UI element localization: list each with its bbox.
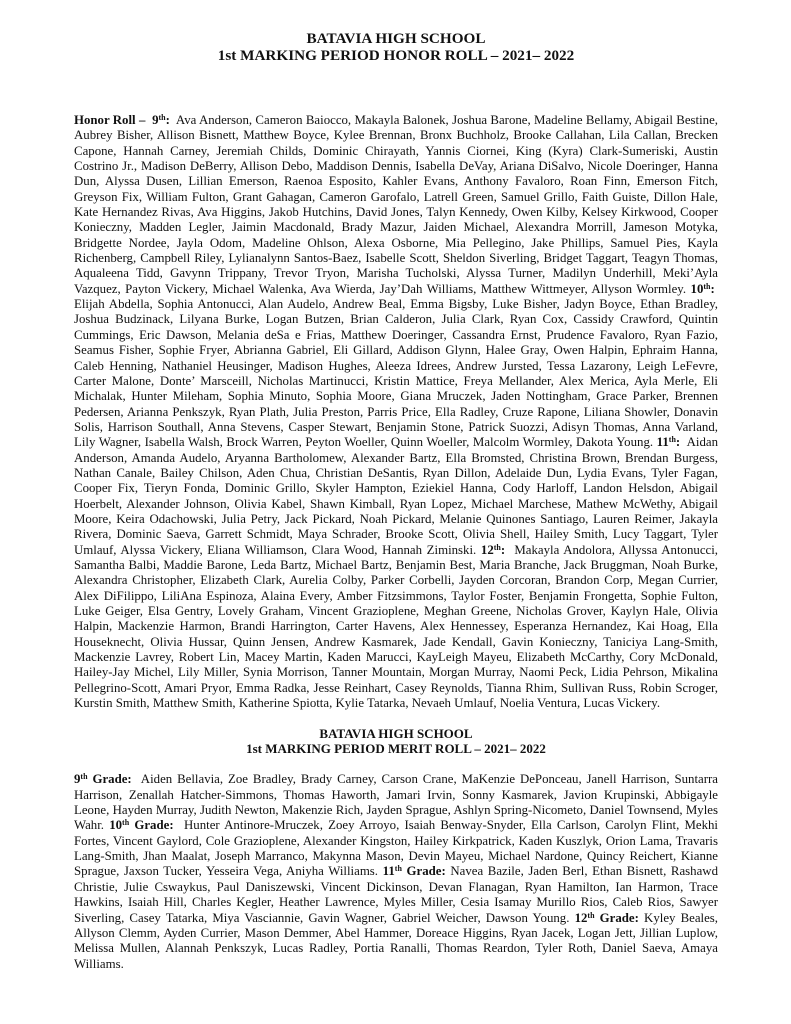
grade-12-names: Makayla Andolora, Allyssa Antonucci, Samantha Balbi, Maddie Barone, Leda Bartz, Michael Bartz, Benjamin Best, Maria Branche, Jack Bruggman, Noah Burke, Alexandra Christopher, Elizabeth Clark, Aurelia Colby, Parker Corbelli, Jayden Corcoran, Brandon Corp, Megan Currier, Alex DiFilippo, LiliAna Espinoza, Alaina Every, Amber Fitzsimmons, Taylor Foster, Benjamin Frongetta, Sophie Fulton, Luke Geiger, Elsa Gentry, Lovely Graham, Vincent Grazioplene, Meghan Greene, Nicholas Grover, Kaylyn Hale, Olivia Halpin, Mackenzie Harmon, Brandi Harrington, Carter Havens, Alex Hennessey, Esperanza Hernandez, Kai Hoag, Ella Houseknecht, Olivia Hussar, Quinn Jensen, Andrew Kasmarek, Jade Kendall, Gavin Konieczny, Taniciya Lang-Smith, Mackenzie Lavrey, Robert Lin, Macey Martin, Kaden Marucci, KayLeigh Mayeu, Elizabeth McCarthy, Cory McDonald, Hailey-Jay Michel, Lily Miller, Synia Morrison, Tanner Mountain, Morgan Murray, Naomi Peck, Lidia Pehrson, Mikalina Pellegrino-Scott, Amari Pryor, Emma Radka, Jesse Reinhart, Casey Reynolds, Tianna Rhim, Sullivan Russ, Robin Scroger, Kurstin Smith, Matthew Smith, Katherine Spiotta, Kylie Tatarka, Nevaeh Umlauf, Noelia Ventura, Lucas Vickery. — [74, 542, 718, 711]
merit-roll-body — [74, 772, 718, 971]
honor-roll-body — [74, 113, 718, 711]
merit-roll-heading: 1st MARKING PERIOD MERIT ROLL – 2021– 2022 — [246, 741, 546, 757]
merit-grade-10-names: Hunter Antinore-Mruczek, Zoey Arroyo, Isaiah Benway-Snyder, Ella Carlson, Carolyn Flint, Mekhi Fortes, Vincent Gaylord, Cole Grazioplene, Alexander Kingston, Hailey Kirkpatrick, Kaden Kuszlyk, Orion Lama, Travaris Lang-Smith, Jhan Maalat, Joseph Marranco, Makynna Mason, Devin Mayeu, Michael Nardone, Quincy Reichert, Kianne Sprague, Jaxson Tucker, Yesseira Vega, Aniyha Williams. — [74, 818, 719, 879]
merit-grade-12-names: Kyley Beales, Allyson Clemm, Ayden Currier, Mason Demmer, Abel Hammer, Doreace Higgins, Ryan Jacek, Logan Jett, Jillian Luplow, Melissa Mullen, Alannah Penkszyk, Lucas Radley, Portia Ranalli, Thomas Reardon, Tyler Roth, Daniel Saeva, Amaya Williams. — [74, 910, 719, 971]
merit-school-name: BATAVIA HIGH SCHOOL — [319, 726, 473, 742]
document-page — [74, 30, 718, 972]
grade-11-names: Aidan Anderson, Amanda Audelo, Aryanna Bartholomew, Alexander Bartz, Ella Bromsted, Christina Brown, Brendan Burgess, Nathan Canale, Bailey Chilson, Aden Chua, Christian DeSantis, Ryan Dillon, Adelaide Dun, Lydia Evans, Tyler Fagan, Cooper Fix, Tieryn Fonda, Dominic Grillo, Skyler Hampton, Eziekiel Hanna, Cody Harloff, Landon Helsdon, Abigail Hoerbelt, Alexander Johnson, Olivia Kabel, Shawn Kimball, Ryan Lopez, Michael Marchese, Mathew McWethy, Abigail Moore, Keira Odachowski, Julia Petry, Jack Pickard, Noah Pickard, Melanie Quinones Santiago, Lauren Reimer, Jakayla Rivera, Dominic Saeva, Garrett Schmidt, Maya Schrader, Brooke Scott, Olivia Shell, Hailey Smith, Lucy Taggart, Tyler Umlauf, Alyssa Vickery, Eliana Williamson, Clara Wood, Hannah Ziminski. — [74, 435, 718, 557]
honor-roll-label — [74, 113, 170, 127]
grade-11-label: 11th: — [656, 435, 681, 450]
school-name: BATAVIA HIGH SCHOOL — [306, 30, 486, 47]
honor-roll-heading: 1st MARKING PERIOD HONOR ROLL – 2021– 2022 — [217, 47, 575, 64]
merit-grade-9-names: Aiden Bellavia, Zoe Bradley, Brady Carney, Carson Crane, MaKenzie DePonceau, Janell Harrison, Suntarra Harrison, Zenallah Hatcher-Simmons, Thomas Haworth, Jamari Irvin, Sonny Kasmarek, Javion Krupinski, Abbigayle Leone, Hayden Murray, Judith Newton, Makenzie Rich, Jayden Sprague, Ashlyn Spring-Nicometo, Daniel Townsend, Myles Wahr. — [74, 772, 718, 833]
merit-grade-10-label: 10th Grade: — [109, 818, 174, 833]
grade-10-names: Elijah Abdella, Sophia Antonucci, Alan Audelo, Andrew Beal, Emma Bigsby, Luke Bisher, Jadyn Boyce, Ethan Bradley, Joshua Budzinack, Lilyana Burke, Logan Butzen, Brian Calderon, Julia Clark, Ryan Cox, Cassidy Crawford, Quintin Cummings, Eric Dawson, Melania deSa e Frias, Matthew Doeringer, Cassandra Ernst, Prudence Favaloro, Ryan Fazio, Seamus Fisher, Sophie Fryer, Abrianna Gabriel, Eli Gillard, Addison Glynn, Halee Gray, Owen Halpin, Ephraim Hanna, Caleb Henning, Nathaniel Heusinger, Madison Hughes, Aleeza Idrees, Andrew Jursted, Tessa Lazarony, Leigh LeFevre, Carter Malone, Donte’ Marsceill, Nicholas Martinucci, Kristin Mattice, Freya Mellander, Alex Merica, Ayla Merle, Eli Michalak, Hunter Mileham, Sophia Minuto, Sophia Moore, Giana Mruczek, Jaden Nottingham, Grace Parker, Brennen Pedersen, Arianna Penkszyk, Ryan Plath, Julia Preston, Parris Price, Ella Radley, Cruze Rapone, Liliana Showler, Donavin Solis, Harrison Southall, Anna Stevens, Casper Stewart, Benjamin Stone, Patrick Suozzi, Adisyn Thomas, Anna Varland, Lily Wagner, Isabella Walsh, Brock Warren, Peyton Woeller, Quinn Woeller, Malcolm Wormley, Dakota Young. — [74, 297, 718, 450]
merit-grade-11-names: Navea Bazile, Jaden Berl, Ethan Bisnett, Rashawd Christie, Julie Cswaykus, Paul Daniszewski, Vincent Dickinson, Devan Flanagan, Ryan Hamilton, Ian Harmon, Trace Hawkins, Isaiah Hill, Charles Kegler, Heather Lawrence, Myles Miller, Cesia Isamay Murillo Rios, Caleb Rios, Sawyer Siverling, Casey Tatarka, Miya Vasciannie, Gavin Wagner, Gabriel Weicher, Dawson Young. — [74, 864, 719, 925]
grade-9-label: 9th: — [152, 113, 170, 127]
honor-roll-header — [74, 30, 718, 64]
merit-grade-12-label: 12th Grade: — [574, 910, 639, 925]
merit-grade-9-label: 9th Grade: — [74, 772, 132, 787]
merit-roll-header — [74, 726, 718, 756]
honor-roll-intro-label: Honor Roll – — [74, 113, 146, 127]
grade-10-label: 10th: — [690, 281, 715, 296]
grade-9-names: Ava Anderson, Cameron Baiocco, Makayla Balonek, Joshua Barone, Madeline Bellamy, Abigail Bestine, Aubrey Bisher, Allison Bisnett, Matthew Boyce, Kylee Brennan, Bronx Buchholz, Brooke Callahan, Lila Callan, Brecken Capone, Hannah Carney, Jeremiah Childs, Dominic Chirayath, Yannis Ciornei, King (Kyra) Clark-Sumeriski, Austin Costrino Jr., Madison DeBerry, Allison Debo, Maddison Dennis, Isabella DeVay, Ariana DiSalvo, Nicole Doeringer, Hanna Dun, Alyssa Dusen, Lillian Emerson, Raenoa Esposito, Kahler Evans, Anthony Favaloro, Roan Finn, Emerson Fitch, Greyson Fix, William Fulton, Grant Gahagan, Cameron Garofalo, Latrell Green, Samuel Grillo, Faith Guiste, Dillon Hale, Kate Hernandez Rivas, Ava Higgins, Jakob Hutchins, David Jones, Talyn Kennedy, Owen Kilby, Kelsey Kirkwood, Cooper Konieczny, Madden Legler, Jaimin Macdonald, Brady Mazur, Jaiden Michael, Alexandra Morrill, Jameson Motyka, Bridgette Nordee, Jayla Odom, Madeline Ohlson, Alexa Osborne, Mia Pellegino, Jake Phillips, Samuel Pies, Kayla Richenberg, Campbell Riley, Lylianalynn Santos-Baez, Isabelle Scott, Sheldon Siverling, Bridget Taggart, Teagyn Thomas, Aqualeena Tidd, Gavynn Trippany, Trevor Tryon, Marisha Tucholski, Alyssa Turner, Madilyn Underhill, Meki’Ayla Vazquez, Payton Vickery, Michael Walenka, Ava Wierda, Jay’Dah Williams, Matthew Wittmeyer, Allyson Wormley. — [74, 113, 719, 296]
grade-12-label: 12th: — [480, 542, 506, 557]
merit-grade-11-label: 11th Grade: — [382, 864, 446, 879]
